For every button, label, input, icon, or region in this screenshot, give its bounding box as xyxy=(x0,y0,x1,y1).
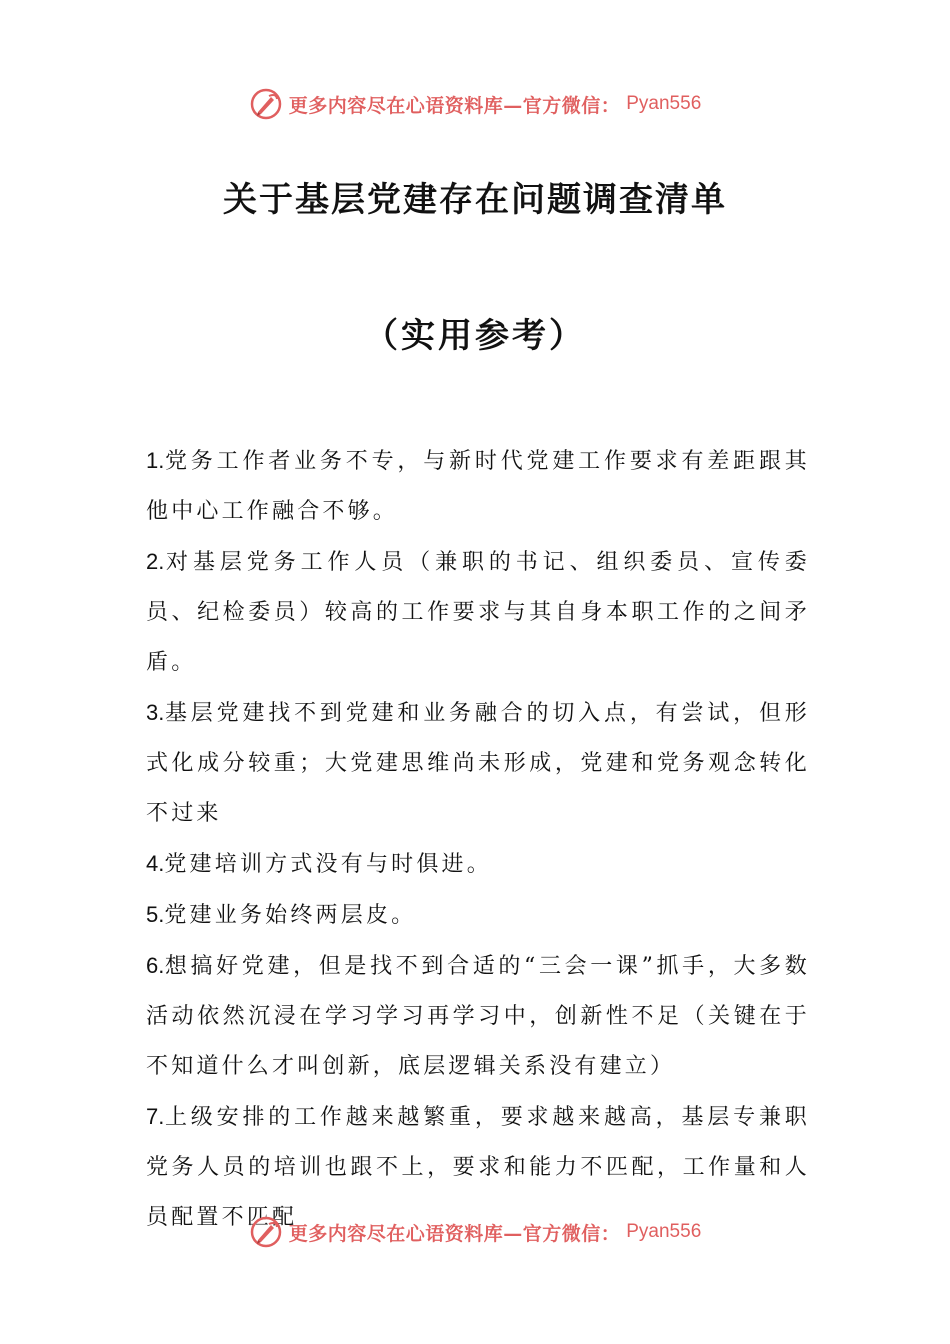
watermark-wechat-id: Pyan556 xyxy=(626,1221,702,1242)
list-item xyxy=(146,941,810,1092)
list-item xyxy=(146,839,810,890)
document-title: 关于基层党建存在问题调查清单 xyxy=(223,180,727,220)
item-number: 2. xyxy=(146,549,165,574)
item-text: 基层党建找不到党建和业务融合的切入点，有尝试，但形式化成分较重；大党建思维尚未形成，党建和党务观念转化不过来 xyxy=(146,701,810,826)
item-text: 对基层党务工作人员（兼职的书记、组织委员、宣传委员、纪检委员）较高的工作要求与其自身本职工作的之间矛盾。 xyxy=(146,550,810,675)
list-item xyxy=(146,890,810,941)
item-number: 4. xyxy=(146,851,165,876)
item-text: 想搞好党建，但是找不到合适的“三会一课”抓手，大多数活动依然沉浸在学习学习再学习中，创新性不足（关键在于不知道什么才叫创新，底层逻辑关系没有建立） xyxy=(146,954,810,1079)
item-text: 党务工作者业务不专，与新时代党建工作要求有差距跟其他中心工作融合不够。 xyxy=(146,449,810,524)
list-item xyxy=(146,688,810,839)
item-text: 上级安排的工作越来越繁重，要求越来越高，基层专兼职党务人员的培训也跟不上，要求和能力不匹配，工作量和人员配置不匹配 xyxy=(146,1105,810,1230)
item-number: 6. xyxy=(146,953,165,978)
item-number: 3. xyxy=(146,700,165,725)
item-text: 党建培训方式没有与时俱进。 xyxy=(164,852,492,877)
pen-logo-icon xyxy=(249,1215,283,1249)
watermark-text: 更多内容尽在心语资料库—官方微信： xyxy=(288,1222,621,1245)
watermark-wechat-id: Pyan556 xyxy=(626,93,702,114)
item-number: 1. xyxy=(146,448,165,473)
item-text: 党建业务始终两层皮。 xyxy=(164,903,417,928)
item-number: 5. xyxy=(146,902,165,927)
document-body xyxy=(146,436,810,1243)
watermark-text: 更多内容尽在心语资料库—官方微信： xyxy=(288,94,621,117)
document-subtitle: （实用参考） xyxy=(364,316,586,356)
list-item xyxy=(146,436,810,537)
watermark-footer xyxy=(0,1212,950,1252)
list-item xyxy=(146,537,810,688)
item-number: 7. xyxy=(146,1104,165,1129)
pen-logo-icon xyxy=(249,87,283,121)
watermark-header xyxy=(0,84,950,124)
